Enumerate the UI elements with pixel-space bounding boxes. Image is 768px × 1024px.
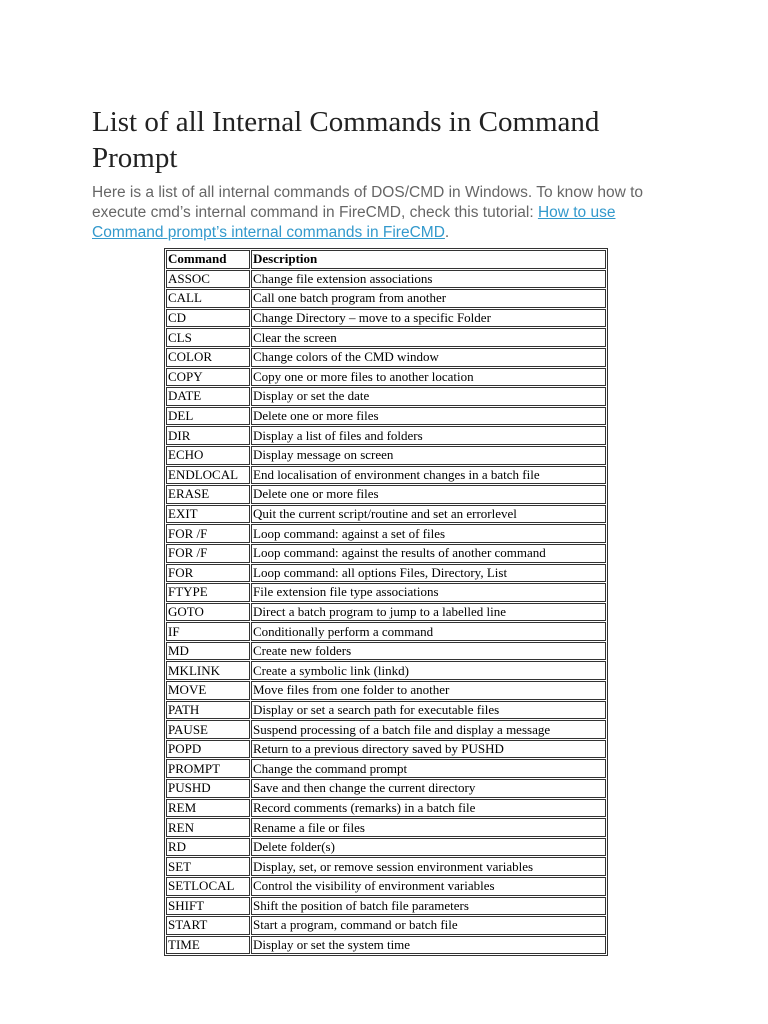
description-cell: Loop command: all options Files, Directory, List bbox=[251, 564, 606, 583]
description-cell: Create new folders bbox=[251, 642, 606, 661]
table-row bbox=[166, 759, 606, 778]
table-row bbox=[166, 877, 606, 896]
description-cell: File extension file type associations bbox=[251, 583, 606, 602]
table-row bbox=[166, 701, 606, 720]
table-row bbox=[166, 407, 606, 426]
description-cell: Call one batch program from another bbox=[251, 289, 606, 308]
command-cell: ENDLOCAL bbox=[166, 466, 250, 485]
command-cell: CALL bbox=[166, 289, 250, 308]
article bbox=[92, 104, 672, 953]
table-row bbox=[166, 897, 606, 916]
description-cell: Display or set a search path for executable files bbox=[251, 701, 606, 720]
description-cell: Save and then change the current directory bbox=[251, 779, 606, 798]
description-cell: Display or set the date bbox=[251, 387, 606, 406]
description-cell: Create a symbolic link (linkd) bbox=[251, 661, 606, 680]
command-cell: DIR bbox=[166, 426, 250, 445]
command-cell: SETLOCAL bbox=[166, 877, 250, 896]
description-cell: Clear the screen bbox=[251, 328, 606, 347]
table-row bbox=[166, 661, 606, 680]
description-cell: Loop command: against a set of files bbox=[251, 524, 606, 543]
table-header-row bbox=[166, 250, 606, 269]
command-cell: DATE bbox=[166, 387, 250, 406]
command-cell: REN bbox=[166, 818, 250, 837]
table-row bbox=[166, 583, 606, 602]
command-cell: POPD bbox=[166, 740, 250, 759]
description-cell: Delete one or more files bbox=[251, 407, 606, 426]
command-cell: IF bbox=[166, 622, 250, 641]
description-cell: Change file extension associations bbox=[251, 270, 606, 289]
description-cell: Move files from one folder to another bbox=[251, 681, 606, 700]
command-cell: PATH bbox=[166, 701, 250, 720]
table-row bbox=[166, 642, 606, 661]
description-cell: Direct a batch program to jump to a labelled line bbox=[251, 603, 606, 622]
table-row bbox=[166, 857, 606, 876]
description-cell: Change the command prompt bbox=[251, 759, 606, 778]
table-row bbox=[166, 485, 606, 504]
description-cell: Delete one or more files bbox=[251, 485, 606, 504]
command-cell: FOR /F bbox=[166, 544, 250, 563]
command-cell: PAUSE bbox=[166, 720, 250, 739]
description-cell: Conditionally perform a command bbox=[251, 622, 606, 641]
table-row bbox=[166, 387, 606, 406]
description-cell: Quit the current script/routine and set an errorlevel bbox=[251, 505, 606, 524]
description-cell: Loop command: against the results of another command bbox=[251, 544, 606, 563]
table-row bbox=[166, 270, 606, 289]
description-cell: Return to a previous directory saved by PUSHD bbox=[251, 740, 606, 759]
command-cell: COPY bbox=[166, 368, 250, 387]
table-row bbox=[166, 916, 606, 935]
description-cell: Start a program, command or batch file bbox=[251, 916, 606, 935]
description-cell: Display or set the system time bbox=[251, 936, 606, 955]
header-command: Command bbox=[166, 250, 250, 269]
description-cell: Display a list of files and folders bbox=[251, 426, 606, 445]
command-cell: REM bbox=[166, 799, 250, 818]
description-cell: Control the visibility of environment variables bbox=[251, 877, 606, 896]
commands-table bbox=[164, 248, 608, 956]
description-cell: Change colors of the CMD window bbox=[251, 348, 606, 367]
command-cell: PUSHD bbox=[166, 779, 250, 798]
command-cell: MKLINK bbox=[166, 661, 250, 680]
command-cell: FTYPE bbox=[166, 583, 250, 602]
description-cell: Record comments (remarks) in a batch file bbox=[251, 799, 606, 818]
command-cell: ASSOC bbox=[166, 270, 250, 289]
table-row bbox=[166, 426, 606, 445]
command-cell: START bbox=[166, 916, 250, 935]
command-cell: GOTO bbox=[166, 603, 250, 622]
table-row bbox=[166, 838, 606, 857]
description-cell: Delete folder(s) bbox=[251, 838, 606, 857]
table-row bbox=[166, 818, 606, 837]
command-cell: FOR bbox=[166, 564, 250, 583]
command-cell: MOVE bbox=[166, 681, 250, 700]
table-row bbox=[166, 289, 606, 308]
command-cell: COLOR bbox=[166, 348, 250, 367]
command-cell: ECHO bbox=[166, 446, 250, 465]
table-row bbox=[166, 720, 606, 739]
table-row bbox=[166, 779, 606, 798]
table-row bbox=[166, 603, 606, 622]
command-cell: FOR /F bbox=[166, 524, 250, 543]
table-row bbox=[166, 368, 606, 387]
command-cell: MD bbox=[166, 642, 250, 661]
description-cell: Suspend processing of a batch file and display a message bbox=[251, 720, 606, 739]
description-cell: Change Directory – move to a specific Folder bbox=[251, 309, 606, 328]
table-row bbox=[166, 328, 606, 347]
page-title: List of all Internal Commands in Command Prompt bbox=[92, 106, 600, 174]
command-cell: CD bbox=[166, 309, 250, 328]
table-row bbox=[166, 309, 606, 328]
command-cell: CLS bbox=[166, 328, 250, 347]
description-cell: Display, set, or remove session environment variables bbox=[251, 857, 606, 876]
description-cell: Copy one or more files to another location bbox=[251, 368, 606, 387]
table-row bbox=[166, 799, 606, 818]
table-body bbox=[166, 270, 606, 955]
intro-trailing: . bbox=[444, 224, 450, 241]
command-cell: SET bbox=[166, 857, 250, 876]
description-cell: Display message on screen bbox=[251, 446, 606, 465]
command-cell: DEL bbox=[166, 407, 250, 426]
command-cell: PROMPT bbox=[166, 759, 250, 778]
tutorial-link[interactable]: How to use Command prompt’s internal commands in FireCMD bbox=[92, 204, 616, 241]
command-cell: RD bbox=[166, 838, 250, 857]
table-row bbox=[166, 936, 606, 955]
description-cell: Shift the position of batch file parameters bbox=[251, 897, 606, 916]
command-cell: EXIT bbox=[166, 505, 250, 524]
table-row bbox=[166, 466, 606, 485]
description-cell: End localisation of environment changes in a batch file bbox=[251, 466, 606, 485]
table-row bbox=[166, 622, 606, 641]
table-row bbox=[166, 348, 606, 367]
table-row bbox=[166, 446, 606, 465]
table-row bbox=[166, 544, 606, 563]
intro-paragraph bbox=[92, 183, 672, 243]
command-cell: ERASE bbox=[166, 485, 250, 504]
table-row bbox=[166, 564, 606, 583]
table-row bbox=[166, 681, 606, 700]
table-row bbox=[166, 740, 606, 759]
header-description: Description bbox=[251, 250, 606, 269]
table-row bbox=[166, 524, 606, 543]
intro-text: Here is a list of all internal commands of DOS/CMD in Windows. To know how to execute cmd’s internal command in FireCMD, check this tutorial: bbox=[92, 184, 644, 221]
command-cell: SHIFT bbox=[166, 897, 250, 916]
command-cell: TIME bbox=[166, 936, 250, 955]
table-row bbox=[166, 505, 606, 524]
description-cell: Rename a file or files bbox=[251, 818, 606, 837]
